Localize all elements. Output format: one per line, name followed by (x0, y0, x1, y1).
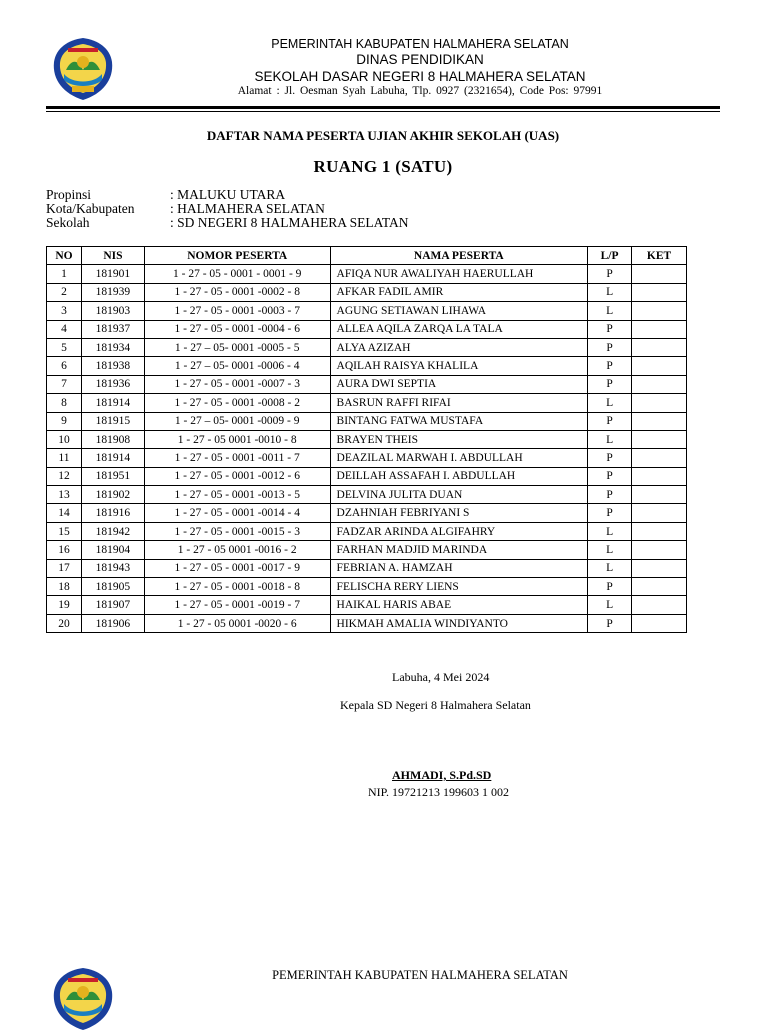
cell-no: 17 (47, 559, 82, 577)
cell-participant-number: 1 - 27 - 05 - 0001 - 0001 - 9 (144, 265, 330, 283)
cell-gender: P (588, 375, 632, 393)
cell-nis: 181942 (81, 522, 144, 540)
cell-nis: 181914 (81, 449, 144, 467)
cell-participant-number: 1 - 27 - 05 - 0001 -0017 - 9 (144, 559, 330, 577)
cell-no: 11 (47, 449, 82, 467)
cell-remarks (632, 302, 687, 320)
cell-gender: P (588, 467, 632, 485)
table-row (47, 504, 687, 522)
cell-participant-number: 1 - 27 - 05 - 0001 -0008 - 2 (144, 394, 330, 412)
cell-remarks (632, 320, 687, 338)
cell-participant-number: 1 - 27 - 05 0001 -0020 - 6 (144, 614, 330, 632)
cell-participant-number: 1 - 27 - 05 - 0001 -0002 - 8 (144, 283, 330, 301)
table-row (47, 283, 687, 301)
table-row (47, 596, 687, 614)
cell-no: 10 (47, 430, 82, 448)
room-title: RUANG 1 (SATU) (313, 157, 453, 176)
table-row (47, 522, 687, 540)
cell-nis: 181936 (81, 375, 144, 393)
cell-participant-number: 1 - 27 - 05 - 0001 -0013 - 5 (144, 486, 330, 504)
cell-remarks (632, 541, 687, 559)
cell-participant-name: AFKAR FADIL AMIR (330, 283, 588, 301)
cell-no: 8 (47, 394, 82, 412)
table-row (47, 467, 687, 485)
cell-remarks (632, 559, 687, 577)
cell-participant-number: 1 - 27 - 05 0001 -0010 - 8 (144, 430, 330, 448)
cell-no: 20 (47, 614, 82, 632)
cell-remarks (632, 412, 687, 430)
cell-participant-name: ALYA AZIZAH (330, 338, 588, 356)
table-row (47, 578, 687, 596)
cell-participant-name: BRAYEN THEIS (330, 430, 588, 448)
table-row (47, 265, 687, 283)
info-label: Sekolah (46, 215, 90, 230)
cell-no: 3 (47, 302, 82, 320)
cell-participant-number: 1 - 27 - 05 - 0001 -0003 - 7 (144, 302, 330, 320)
cell-gender: L (588, 430, 632, 448)
participant-table (46, 246, 687, 633)
cell-nis: 181903 (81, 302, 144, 320)
header-school: SEKOLAH DASAR NEGERI 8 HALMAHERA SELATAN (254, 69, 586, 84)
cell-no: 14 (47, 504, 82, 522)
table-row (47, 486, 687, 504)
table-row (47, 375, 687, 393)
cell-nis: 181937 (81, 320, 144, 338)
cell-participant-number: 1 - 27 - 05 - 0001 -0018 - 8 (144, 578, 330, 596)
cell-no: 13 (47, 486, 82, 504)
cell-nis: 181934 (81, 338, 144, 356)
table-header-row (47, 247, 687, 265)
cell-gender: P (588, 265, 632, 283)
info-value: : HALMAHERA SELATAN (170, 201, 325, 216)
info-label: Propinsi (46, 187, 92, 202)
info-row-school (46, 216, 409, 230)
cell-gender: L (588, 283, 632, 301)
regency-emblem-icon (50, 36, 116, 102)
cell-gender: L (588, 522, 632, 540)
header-government: PEMERINTAH KABUPATEN HALMAHERA SELATAN (271, 37, 569, 51)
cell-participant-name: AFIQA NUR AWALIYAH HAERULLAH (330, 265, 588, 283)
info-value: : MALUKU UTARA (170, 187, 286, 202)
header-department: DINAS PENDIDIKAN (356, 52, 484, 67)
cell-participant-name: DELVINA JULITA DUAN (330, 486, 588, 504)
cell-gender: P (588, 338, 632, 356)
cell-nis: 181943 (81, 559, 144, 577)
cell-gender: P (588, 357, 632, 375)
cell-participant-name: FELISCHA RERY LIENS (330, 578, 588, 596)
cell-gender: L (588, 394, 632, 412)
cell-gender: L (588, 541, 632, 559)
cell-participant-name: DZAHNIAH FEBRIYANI S (330, 504, 588, 522)
header-address: Alamat : Jl. Oesman Syah Labuha, Tlp. 0927 (2321654), Code Pos: 97991 (237, 85, 603, 97)
cell-participant-name: FADZAR ARINDA ALGIFAHRY (330, 522, 588, 540)
table-row (47, 449, 687, 467)
info-value: : SD NEGERI 8 HALMAHERA SELATAN (170, 215, 409, 230)
cell-participant-number: 1 - 27 - 05 0001 -0016 - 2 (144, 541, 330, 559)
cell-nis: 181907 (81, 596, 144, 614)
cell-gender: P (588, 449, 632, 467)
cell-participant-name: DEAZILAL MARWAH I. ABDULLAH (330, 449, 588, 467)
table-row (47, 541, 687, 559)
cell-no: 6 (47, 357, 82, 375)
cell-participant-number: 1 - 27 - 05 - 0001 -0007 - 3 (144, 375, 330, 393)
signature-name: AHMADI, S.Pd.SD (392, 768, 492, 782)
cell-gender: L (588, 302, 632, 320)
table-row (47, 394, 687, 412)
table-row (47, 320, 687, 338)
cell-remarks (632, 338, 687, 356)
cell-remarks (632, 375, 687, 393)
cell-no: 19 (47, 596, 82, 614)
cell-nis: 181951 (81, 467, 144, 485)
col-header-participant-name: NAMA PESERTA (330, 247, 588, 265)
table-row (47, 302, 687, 320)
cell-remarks (632, 265, 687, 283)
cell-participant-number: 1 - 27 – 05- 0001 -0006 - 4 (144, 357, 330, 375)
table-row (47, 412, 687, 430)
cell-gender: L (588, 596, 632, 614)
cell-participant-name: FEBRIAN A. HAMZAH (330, 559, 588, 577)
cell-participant-number: 1 - 27 – 05- 0001 -0009 - 9 (144, 412, 330, 430)
cell-remarks (632, 486, 687, 504)
cell-nis: 181902 (81, 486, 144, 504)
cell-participant-number: 1 - 27 - 05 - 0001 -0011 - 7 (144, 449, 330, 467)
cell-gender: P (588, 320, 632, 338)
cell-no: 5 (47, 338, 82, 356)
cell-nis: 181901 (81, 265, 144, 283)
cell-no: 18 (47, 578, 82, 596)
signature-place-date: Labuha, 4 Mei 2024 (392, 670, 490, 684)
cell-participant-name: AQILAH RAISYA KHALILA (330, 357, 588, 375)
cell-nis: 181906 (81, 614, 144, 632)
cell-gender: P (588, 614, 632, 632)
table-row (47, 338, 687, 356)
cell-no: 16 (47, 541, 82, 559)
cell-gender: L (588, 559, 632, 577)
cell-gender: P (588, 504, 632, 522)
cell-participant-name: AURA DWI SEPTIA (330, 375, 588, 393)
school-info (46, 188, 409, 230)
table-row (47, 614, 687, 632)
signature-position: Kepala SD Negeri 8 Halmahera Selatan (340, 698, 531, 712)
document-title: DAFTAR NAMA PESERTA UJIAN AKHIR SEKOLAH (UAS) (206, 128, 560, 143)
cell-remarks (632, 522, 687, 540)
cell-remarks (632, 449, 687, 467)
cell-no: 1 (47, 265, 82, 283)
regency-emblem-icon (50, 966, 116, 1032)
cell-no: 9 (47, 412, 82, 430)
col-header-participant-number: NOMOR PESERTA (144, 247, 330, 265)
header-rule-thin (46, 111, 720, 112)
cell-gender: P (588, 412, 632, 430)
cell-no: 2 (47, 283, 82, 301)
cell-participant-name: HIKMAH AMALIA WINDIYANTO (330, 614, 588, 632)
cell-nis: 181939 (81, 283, 144, 301)
cell-nis: 181915 (81, 412, 144, 430)
cell-participant-number: 1 - 27 – 05- 0001 -0005 - 5 (144, 338, 330, 356)
cell-gender: P (588, 486, 632, 504)
cell-participant-name: DEILLAH ASSAFAH I. ABDULLAH (330, 467, 588, 485)
cell-nis: 181904 (81, 541, 144, 559)
cell-nis: 181908 (81, 430, 144, 448)
cell-nis: 181916 (81, 504, 144, 522)
cell-remarks (632, 394, 687, 412)
cell-no: 12 (47, 467, 82, 485)
cell-no: 7 (47, 375, 82, 393)
cell-participant-name: BINTANG FATWA MUSTAFA (330, 412, 588, 430)
cell-participant-name: ALLEA AQILA ZARQA LA TALA (330, 320, 588, 338)
col-header-gender: L/P (588, 247, 632, 265)
table-row (47, 559, 687, 577)
cell-participant-number: 1 - 27 - 05 - 0001 -0019 - 7 (144, 596, 330, 614)
cell-participant-name: HAIKAL HARIS ABAE (330, 596, 588, 614)
info-row-regency (46, 202, 409, 216)
cell-participant-number: 1 - 27 - 05 - 0001 -0015 - 3 (144, 522, 330, 540)
header-rule-thick (46, 106, 720, 109)
cell-remarks (632, 467, 687, 485)
cell-no: 4 (47, 320, 82, 338)
next-page-header: PEMERINTAH KABUPATEN HALMAHERA SELATAN (272, 968, 568, 982)
cell-participant-name: AGUNG SETIAWAN LIHAWA (330, 302, 588, 320)
info-row-province (46, 188, 409, 202)
cell-remarks (632, 596, 687, 614)
cell-participant-number: 1 - 27 - 05 - 0001 -0012 - 6 (144, 467, 330, 485)
cell-nis: 181938 (81, 357, 144, 375)
cell-remarks (632, 578, 687, 596)
cell-no: 15 (47, 522, 82, 540)
info-label: Kota/Kabupaten (46, 201, 135, 216)
cell-remarks (632, 430, 687, 448)
cell-remarks (632, 283, 687, 301)
cell-nis: 181905 (81, 578, 144, 596)
cell-gender: P (588, 578, 632, 596)
cell-participant-name: FARHAN MADJID MARINDA (330, 541, 588, 559)
table-row (47, 430, 687, 448)
cell-nis: 181914 (81, 394, 144, 412)
table-row (47, 357, 687, 375)
signature-nip: NIP. 19721213 199603 1 002 (368, 785, 510, 799)
cell-participant-number: 1 - 27 - 05 - 0001 -0014 - 4 (144, 504, 330, 522)
cell-participant-name: BASRUN RAFFI RIFAI (330, 394, 588, 412)
cell-participant-number: 1 - 27 - 05 - 0001 -0004 - 6 (144, 320, 330, 338)
col-header-remarks: KET (632, 247, 687, 265)
cell-remarks (632, 614, 687, 632)
cell-remarks (632, 357, 687, 375)
col-header-nis: NIS (81, 247, 144, 265)
col-header-no: NO (47, 247, 82, 265)
cell-remarks (632, 504, 687, 522)
